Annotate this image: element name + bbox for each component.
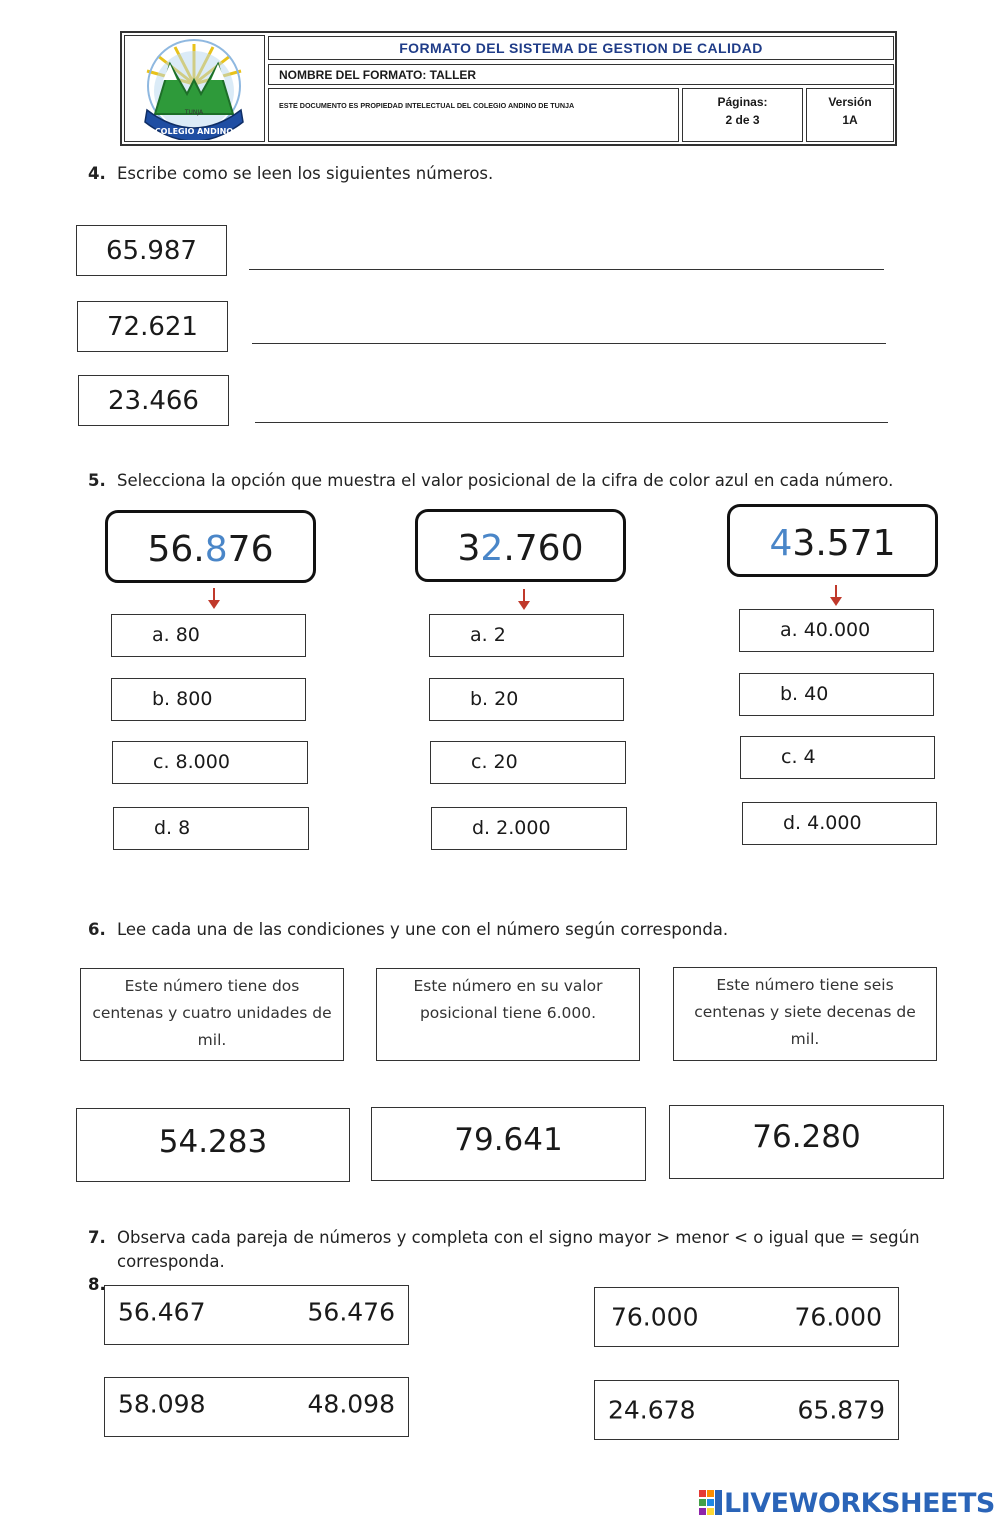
pair-left: 58.098 — [118, 1389, 206, 1419]
condition-box[interactable]: Este número en su valor posicional tiene 6.000. — [376, 968, 640, 1061]
arrow-down-icon — [207, 588, 221, 610]
arrow-down-icon — [517, 589, 531, 611]
question-text: Observa cada pareja de números y completa con el signo mayor > menor < o igual que = según corresponda. — [117, 1228, 920, 1271]
document-title: FORMATO DEL SISTEMA DE GESTION DE CALIDAD — [268, 36, 894, 60]
question-text: Escribe como se leen los siguientes números. — [117, 164, 494, 183]
question-number: 6. — [88, 920, 106, 939]
logo-name-text: COLEGIO ANDINO — [154, 127, 234, 136]
number-box: 65.987 — [76, 225, 227, 276]
pair-right: 65.879 — [797, 1395, 885, 1425]
option-c[interactable]: c. 8.000 — [112, 741, 308, 784]
option-a[interactable]: a. 2 — [429, 614, 624, 657]
question-text: Lee cada una de las condiciones y une con el número según corresponda. — [117, 920, 729, 939]
number-box: 72.621 — [77, 301, 228, 352]
stray-number: 8. — [88, 1275, 106, 1294]
answer-line[interactable] — [252, 343, 886, 344]
question-5 — [88, 471, 893, 490]
liveworksheets-logo-icon — [698, 1489, 724, 1517]
answer-line[interactable] — [249, 269, 884, 270]
number-pair — [104, 1285, 409, 1345]
pair-left: 76.000 — [611, 1302, 699, 1332]
number-option[interactable]: 54.283 — [76, 1108, 350, 1182]
question-4 — [88, 164, 493, 183]
number-box: 23.466 — [78, 375, 229, 426]
option-c[interactable]: c. 4 — [740, 736, 935, 779]
option-a[interactable]: a. 40.000 — [739, 609, 934, 652]
pair-right: 48.098 — [307, 1389, 395, 1419]
blue-digit: 4 — [769, 523, 793, 564]
blue-digit: 2 — [480, 528, 504, 569]
version-label: Versión — [828, 95, 872, 109]
option-b[interactable]: b. 40 — [739, 673, 934, 716]
target-number: 32.760 — [415, 509, 626, 582]
question-number: 5. — [88, 471, 106, 490]
option-b[interactable]: b. 20 — [429, 678, 624, 721]
pair-right: 56.476 — [307, 1297, 395, 1327]
option-d[interactable]: d. 4.000 — [742, 802, 937, 845]
format-name: NOMBRE DEL FORMATO: TALLER — [268, 64, 894, 85]
question-6 — [88, 920, 728, 939]
school-logo — [124, 35, 265, 142]
number-option[interactable]: 79.641 — [371, 1107, 646, 1181]
pages-label: Páginas: — [717, 95, 768, 109]
pair-right: 76.000 — [794, 1302, 882, 1332]
option-b[interactable]: b. 800 — [111, 678, 306, 721]
brand-text: LIVEWORKSHEETS — [724, 1487, 995, 1519]
option-c[interactable]: c. 20 — [430, 741, 626, 784]
version-cell — [806, 88, 894, 142]
condition-box[interactable]: Este número tiene dos centenas y cuatro unidades de mil. — [80, 968, 344, 1061]
number-option[interactable]: 76.280 — [669, 1105, 944, 1179]
condition-box[interactable]: Este número tiene seis centenas y siete decenas de mil. — [673, 967, 937, 1061]
number-pair — [594, 1380, 899, 1440]
question-text: Selecciona la opción que muestra el valor posicional de la cifra de color azul en cada número. — [117, 471, 894, 490]
answer-line[interactable] — [255, 422, 888, 423]
version-value: 1A — [842, 113, 858, 127]
question-number: 7. — [88, 1228, 106, 1247]
arrow-down-icon — [829, 585, 843, 607]
option-a[interactable]: a. 80 — [111, 614, 306, 657]
logo-city-text: TUNJA — [184, 109, 204, 116]
blue-digit: 8 — [204, 529, 228, 570]
target-number: 43.571 — [727, 504, 938, 577]
pages-cell — [682, 88, 803, 142]
liveworksheets-brand[interactable] — [698, 1488, 995, 1518]
question-number: 4. — [88, 164, 106, 183]
option-d[interactable]: d. 8 — [113, 807, 309, 850]
number-pair — [104, 1377, 409, 1437]
number-pair — [594, 1287, 899, 1347]
pair-left: 24.678 — [608, 1395, 696, 1425]
option-d[interactable]: d. 2.000 — [431, 807, 627, 850]
target-number: 56.876 — [105, 510, 316, 583]
question-7 — [88, 1226, 968, 1274]
pair-left: 56.467 — [118, 1297, 206, 1327]
pages-value: 2 de 3 — [725, 113, 760, 127]
property-notice: ESTE DOCUMENTO ES PROPIEDAD INTELECTUAL DEL COLEGIO ANDINO DE TUNJA — [268, 88, 679, 142]
